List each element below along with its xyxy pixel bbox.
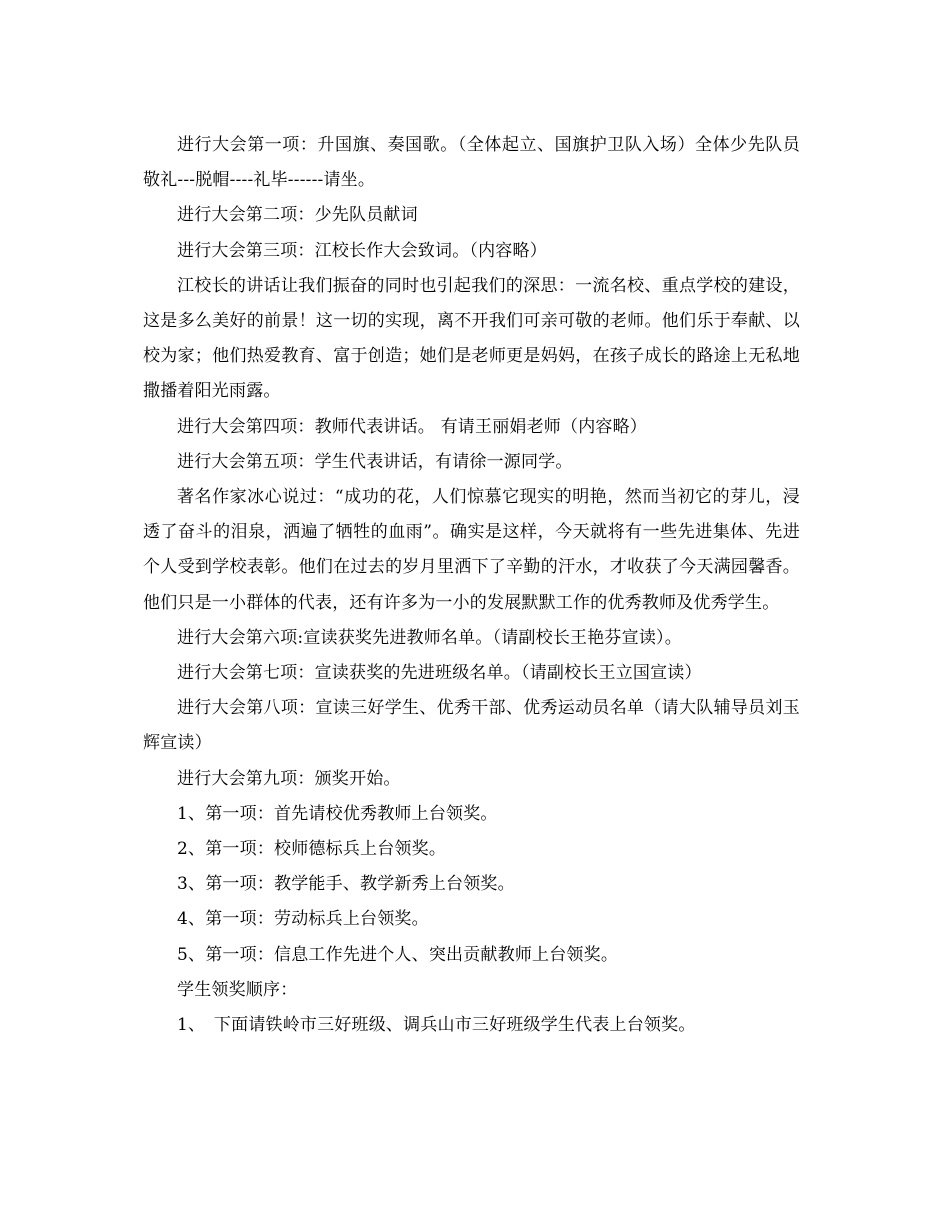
paragraph-item-11: 进行大会第九项：颁奖开始。 xyxy=(177,768,401,789)
paragraph-item-3: 进行大会第三项：江校长作大会致词。（内容略） xyxy=(177,240,547,261)
paragraph-item-12: 1、第一项：首先请校优秀教师上台领奖。 xyxy=(177,803,498,824)
paragraph-item-7: 著名作家冰心说过：“成功的花，人们惊慕它现实的明艳，然而当初它的芽儿，浸透了奋斗的泪泉，洒遍了牺牲的血雨”。确实是这样，今天就将有一些先进集体、先进个人受到学校表彰。他们在过去的岁月里洒下了辛勤的汗水，才收获了今天满园馨香。他们只是一小群体的代表，还有许多为一小的发展默默工作的优秀教师及优秀学生。 xyxy=(143,487,800,613)
paragraph-item-8: 进行大会第六项:宣读获奖先进教师名单。（请副校长王艳芬宣读）。 xyxy=(177,627,682,648)
paragraph-item-5: 进行大会第四项：教师代表讲话。 有请王丽娟老师（内容略） xyxy=(177,416,648,437)
paragraph-item-18: 1、 下面请铁岭市三好班级、调兵山市三好班级学生代表上台领奖。 xyxy=(177,1015,696,1036)
paragraph-item-1: 进行大会第一项：升国旗、奏国歌。（全体起立、国旗护卫队入场）全体少先队员敬礼---脱帽----礼毕------请坐。 xyxy=(143,135,800,191)
paragraph-item-15: 4、第一项：劳动标兵上台领奖。 xyxy=(177,909,429,930)
paragraph-item-13: 2、第一项：校师德标兵上台领奖。 xyxy=(177,839,447,860)
paragraph-item-16: 5、第一项：信息工作先进个人、突出贡献教师上台领奖。 xyxy=(177,944,619,965)
paragraph-item-2: 进行大会第二项：少先队员献词 xyxy=(177,205,418,226)
paragraph-item-17: 学生领奖顺序： xyxy=(177,979,298,1000)
paragraph-item-4: 江校长的讲话让我们振奋的同时也引起我们的深思：一流名校、重点学校的建设，这是多么美好的前景！这一切的实现，离不开我们可亲可敬的老师。他们乐于奉献、以校为家；他们热爱教育、富于创造；她们是老师更是妈妈，在孩子成长的路途上无私地撒播着阳光雨露。 xyxy=(143,275,800,402)
paragraph-item-14: 3、第一项：教学能手、教学新秀上台领奖。 xyxy=(177,874,515,895)
paragraph-item-10: 进行大会第八项：宣读三好学生、优秀干部、优秀运动员名单（请大队辅导员刘玉辉宣读） xyxy=(143,698,800,754)
paragraph-item-9: 进行大会第七项：宣读获奖的先进班级名单。（请副校长王立国宣读） xyxy=(177,663,702,684)
paragraph-item-6: 进行大会第五项：学生代表讲话，有请徐一源同学。 xyxy=(177,451,573,472)
